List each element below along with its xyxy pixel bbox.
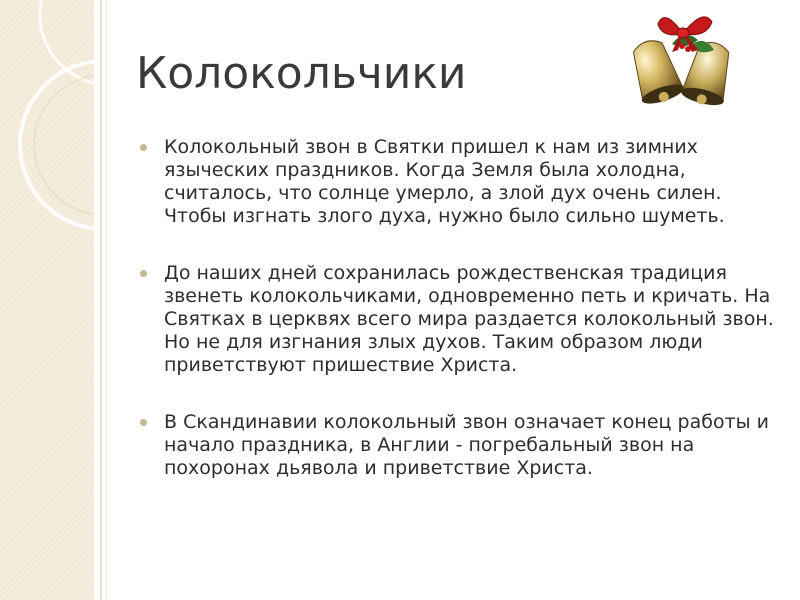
list-item xyxy=(136,136,786,228)
bullet-list xyxy=(136,136,786,514)
slide-title: Колокольчики xyxy=(136,48,467,99)
bullet-text: Колокольный звон в Святки пришел к нам из зимних языческих праздников. Когда Земля была холодна, считалось, что солнце умерло, а злой дух очень силен. Чтобы изгнать злого духа, нужно было сильно шуметь. xyxy=(164,136,725,227)
decorative-side-band xyxy=(0,0,94,600)
bullet-text: До наших дней сохранилась рождественская традиция звенеть колокольчиками, одновременно петь и кричать. На Святках в церквях всего мира раздается колокольный звон. Но не для изгнания злых духов. Таким образом люди приветствуют пришествие Христа. xyxy=(164,262,774,376)
decorative-rings xyxy=(0,0,94,600)
list-item xyxy=(136,411,786,480)
bullet-text: В Скандинавии колокольный звон означает конец работы и начало праздника, в Англии - погребальный звон на похоронах дьявола и приветствие Христа. xyxy=(164,411,770,479)
christmas-bells-icon xyxy=(612,6,752,126)
bullet-icon xyxy=(140,270,147,277)
decorative-rule-thin xyxy=(106,0,107,600)
list-item xyxy=(136,262,786,377)
bullet-icon xyxy=(140,144,147,151)
decorative-rule xyxy=(100,0,102,600)
bullet-icon xyxy=(140,419,147,426)
